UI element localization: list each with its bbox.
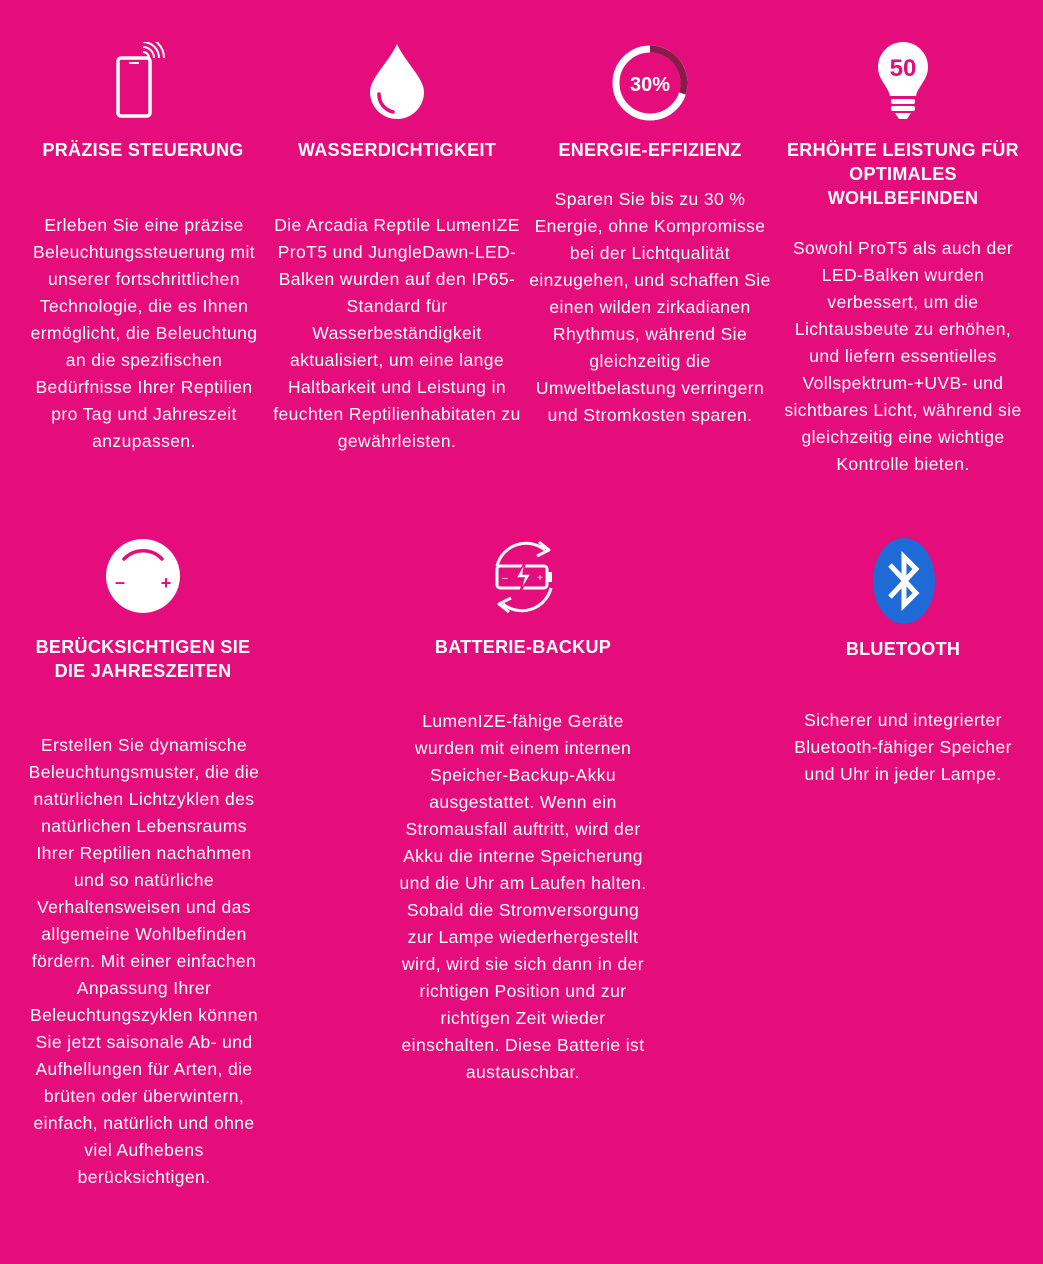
feature-title: BATTERIE-BACKUP xyxy=(434,637,612,657)
minus-sign: – xyxy=(114,572,126,592)
percent-ring-icon xyxy=(610,43,690,123)
feature-title: BLUETOOTH xyxy=(845,639,961,659)
feature-title: BERÜCKSICHTIGEN SIE DIE JAHRESZEITEN xyxy=(35,637,251,681)
feature-description: Sowohl ProT5 als auch der LED-Balken wurden verbessert, um die Lichtausbeute zu erhöhen, und liefern essentielles Vollspektrum-+UVB- und sichtbares Licht, während sie gleichzeitig eine wichtige Kontrolle bieten. xyxy=(784,238,1022,474)
feature-description: Sicherer und integrierter Bluetooth-fähiger Speicher und Uhr in jeder Lampe. xyxy=(794,710,1012,784)
feature-description: Erleben Sie eine präzise Beleuchtungssteuerung mit unserer fortschrittlichen Technologie, die es Ihnen ermöglicht, die Beleuchtung an die spezifischen Bedürfnisse Ihrer Reptilien pro Tag und Jahreszeit anzupassen. xyxy=(30,215,258,451)
feature-title: ENERGIE-EFFIZIENZ xyxy=(558,140,742,160)
feature-title: PRÄZISE STEUERUNG xyxy=(42,140,244,160)
percent-label: 30% xyxy=(629,74,671,96)
smartphone-signal-icon xyxy=(112,42,172,120)
plus-sign: + xyxy=(160,573,172,593)
feature-title: ERHÖHTE LEISTUNG FÜR OPTIMALES WOHLBEFINDEN xyxy=(786,140,1019,208)
feature-title: WASSERDICHTIGKEIT xyxy=(297,140,497,160)
dial-knob-icon xyxy=(104,537,182,615)
water-drop-icon xyxy=(367,42,427,120)
feature-description: LumenIZE-fähige Geräte wurden mit einem internen Speicher-Backup-Akku ausgestattet. Wenn ein Stromausfall auftritt, wird der Akku die interne Speicherung und die Uhr am Laufen halten. Sobald die Stromversorgung zur Lampe wiederhergestellt wird, wird sie sich dann in der richtigen Position und zur richtigen Zeit wieder einschalten. Diese Batterie ist austauschbar. xyxy=(399,711,647,1082)
feature-description: Erstellen Sie dynamische Beleuchtungsmuster, die die natürlichen Lichtzyklen des natürlichen Lebensraums Ihrer Reptilien nachahmen und so natürliche Verhaltensweisen und das allgemeine Wohlbefinden fördern. Mit einer einfachen Anpassung Ihrer Beleuchtungszyklen können Sie jetzt saisonale Ab- und Aufhellungen für Arten, die brüten oder überwintern, einfach, natürlich und ohne viel Aufhebens berücksichtigen. xyxy=(28,735,260,1187)
minus-sign: – xyxy=(502,573,508,584)
bulb-label: 50 xyxy=(889,55,917,82)
feature-description: Die Arcadia Reptile LumenIZE ProT5 und JungleDawn-LED-Balken wurden auf den IP65-Standard für Wasserbeständigkeit aktualisiert, um eine lange Haltbarkeit und Leistung in feuchten Reptilienhabitaten zu gewährleisten. xyxy=(273,215,521,451)
battery-recycle-icon xyxy=(483,536,565,618)
plus-sign: + xyxy=(537,573,543,584)
feature-description: Sparen Sie bis zu 30 % Energie, ohne Kompromisse bei der Lichtqualität einzugehen, und schaffen Sie einen wilden zirkadianen Rhythmus, während Sie gleichzeitig die Umweltbelastung verringern und Stromkosten sparen. xyxy=(529,189,771,425)
bluetooth-icon xyxy=(872,537,936,625)
light-bulb-icon xyxy=(876,40,930,120)
